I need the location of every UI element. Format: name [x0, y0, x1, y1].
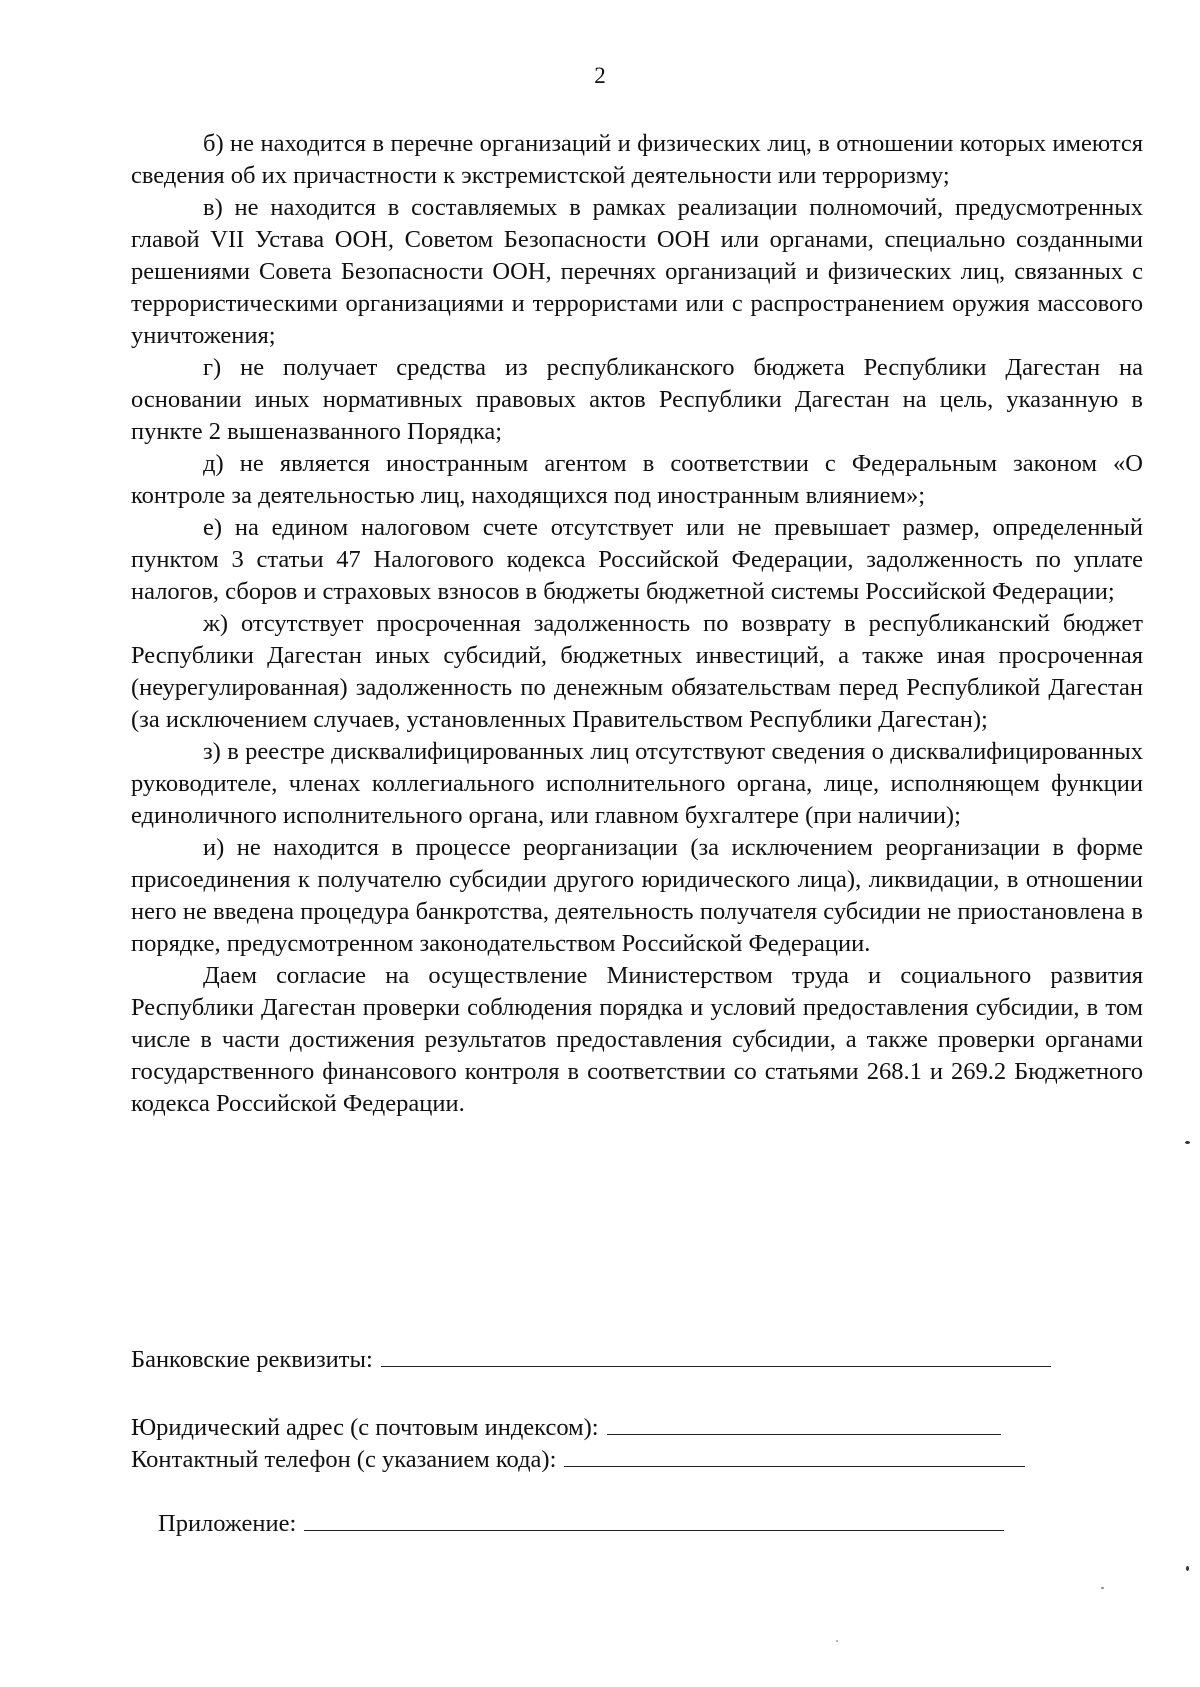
document-body [131, 128, 1143, 1120]
paragraph-i: и) не находится в процессе реорганизации (за исключением реорганизации в форме присоединения к получателю субсидии другого юридического лица), ликвидации, в отношении него не введена процедура банкротства, деятельность получателя субсидии не приостановлена в порядке, предусмотренном законодательством Российской Федерации. [131, 834, 1143, 957]
legal-address-blank-line [607, 1412, 1001, 1435]
appendix-field [158, 1508, 1004, 1540]
contact-phone-field [131, 1444, 1025, 1476]
paragraph-v: в) не находится в составляемых в рамках реализации полномочий, предусмотренных главой VII Устава ООН, Советом Безопасности ООН или органами, специально созданными решениями Совета Безопасности ООН, перечнях организаций и физических лиц, связанных с террористическими организациями и террористами или с распространением оружия массового уничтожения; [131, 194, 1143, 349]
paragraph-d: д) не является иностранным агентом в соответствии с Федеральным законом «О контроле за деятельностью лиц, находящихся под иностранным влиянием»; [131, 450, 1143, 509]
scan-speck [1185, 1141, 1190, 1144]
legal-address-field [131, 1412, 1001, 1444]
paragraph-b: б) не находится в перечне организаций и физических лиц, в отношении которых имеются сведения об их причастности к экстремистской деятельности или терроризму; [131, 130, 1143, 189]
paragraph-z: з) в реестре дисквалифицированных лиц отсутствуют сведения о дисквалифицированных руководителе, членах коллегиального исполнительного органа, лице, исполняющем функции единоличного исполнительного органа, или главном бухгалтере (при наличии); [131, 738, 1143, 829]
bank-details-field [131, 1344, 1051, 1376]
legal-address-label: Юридический адрес (с почтовым индексом): [131, 1414, 599, 1441]
contact-phone-label: Контактный телефон (с указанием кода): [131, 1446, 557, 1473]
page-number: 2 [594, 63, 606, 88]
consent-paragraph: Даем согласие на осуществление Министерством труда и социального развития Республики Дагестан проверки соблюдения порядка и условий предоставления субсидии, в том числе в части достижения результатов предоставления субсидии, а также проверки органами государственного финансового контроля в соответствии со статьями 268.1 и 269.2 Бюджетного кодекса Российской Федерации. [131, 962, 1143, 1117]
bank-details-blank-line [381, 1344, 1051, 1367]
scan-speck [836, 1640, 838, 1642]
scan-speck [1186, 1566, 1189, 1571]
contact-phone-blank-line [564, 1444, 1025, 1467]
scan-speck [1101, 1587, 1104, 1589]
paragraph-zh: ж) отсутствует просроченная задолженность по возврату в республиканский бюджет Республики Дагестан иных субсидий, бюджетных инвестиций, а также иная просроченная (неурегулированная) задолженность по денежным обязательствам перед Республикой Дагестан (за исключением случаев, установленных Правительством Республики Дагестан); [131, 610, 1143, 733]
appendix-label: Приложение: [158, 1510, 297, 1537]
appendix-blank-line [304, 1508, 1004, 1531]
paragraph-e: е) на едином налоговом счете отсутствует или не превышает размер, определенный пунктом 3 статьи 47 Налогового кодекса Российской Федерации, задолженность по уплате налогов, сборов и страховых взносов в бюджеты бюджетной системы Российской Федерации; [131, 514, 1143, 605]
bank-details-label: Банковские реквизиты: [131, 1346, 373, 1373]
paragraph-g: г) не получает средства из республиканского бюджета Республики Дагестан на основании иных нормативных правовых актов Республики Дагестан на цель, указанную в пункте 2 вышеназванного Порядка; [131, 354, 1143, 445]
